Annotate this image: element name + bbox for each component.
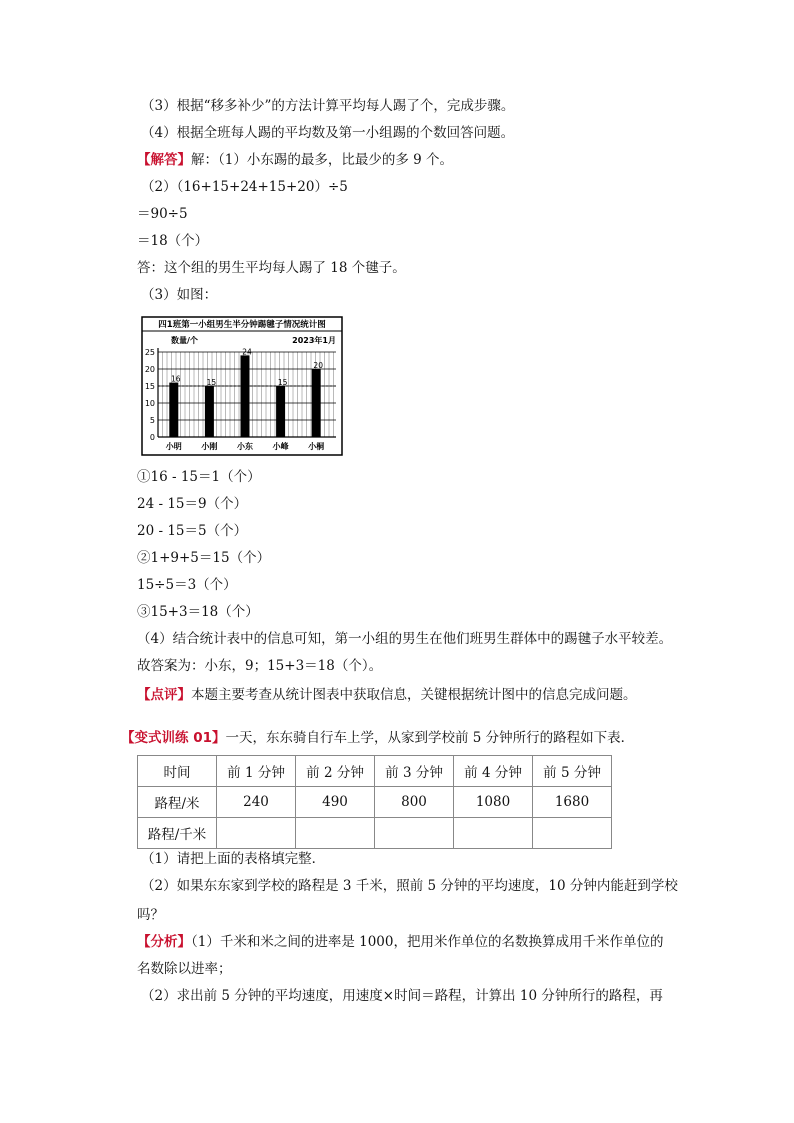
x-tick-label: 小明 bbox=[165, 442, 182, 451]
calc-line: ＝90÷5 bbox=[137, 206, 188, 222]
bar bbox=[276, 386, 285, 437]
comment-line bbox=[137, 686, 637, 704]
calc-line: 20 - 15＝5（个） bbox=[137, 523, 248, 539]
exercise-tag: 【变式训练 01】 bbox=[121, 730, 226, 746]
table-cell: 前 5 分钟 bbox=[533, 756, 612, 787]
bar bbox=[169, 383, 178, 437]
y-tick-label: 0 bbox=[149, 433, 155, 442]
table-cell bbox=[533, 818, 612, 849]
analysis-cont: 名数除以进率； bbox=[137, 961, 232, 977]
comment-tag: 【点评】 bbox=[137, 687, 191, 703]
calc-line: ＝18（个） bbox=[137, 233, 209, 249]
analysis-tag: 【分析】 bbox=[137, 934, 191, 950]
exercise-heading bbox=[121, 729, 634, 747]
table-cell: 800 bbox=[375, 787, 454, 818]
data-label: 15 bbox=[206, 378, 217, 387]
answer-step-2: （2）（16+15+24+15+20）÷5 bbox=[141, 179, 348, 195]
question-step-3: （3）根据“移多补少”的方法计算平均每人踢了个，完成步骤。 bbox=[141, 98, 515, 114]
bar-chart bbox=[141, 316, 343, 456]
answer-line bbox=[137, 151, 453, 169]
question-2: （2）如果东东家到学校的路程是 3 千米，照前 5 分钟的平均速度，10 分钟内能赶到学校 bbox=[141, 878, 678, 894]
analysis-text: （1）千米和米之间的进率是 1000，把用米作单位的名数换算成用千米作单位的 bbox=[191, 934, 664, 950]
chart-svg bbox=[141, 316, 343, 456]
calc-line: ①16 - 15＝1（个） bbox=[137, 469, 261, 485]
table-cell: 前 4 分钟 bbox=[454, 756, 533, 787]
table-cell: 路程/千米 bbox=[138, 818, 217, 849]
calc-line: ③15+3＝18（个） bbox=[137, 604, 259, 620]
table-row bbox=[138, 787, 612, 818]
x-tick-label: 小峰 bbox=[272, 442, 289, 451]
y-axis-label: 数量/个 bbox=[171, 336, 198, 345]
table-cell bbox=[375, 818, 454, 849]
final-answer: 故答案为：小东，9；15+3＝18（个）。 bbox=[137, 658, 383, 674]
data-label: 24 bbox=[242, 347, 252, 357]
y-tick-label: 10 bbox=[144, 399, 155, 408]
table-cell: 490 bbox=[296, 787, 375, 818]
table-row bbox=[138, 818, 612, 849]
x-tick-label: 小东 bbox=[237, 442, 253, 451]
y-tick-label: 20 bbox=[144, 365, 155, 374]
y-tick-label: 25 bbox=[144, 348, 155, 357]
answer-text: 解：（1）小东踢的最多，比最少的多 9 个。 bbox=[191, 152, 454, 168]
bar bbox=[312, 369, 321, 437]
table-row bbox=[138, 756, 612, 787]
answer-step-3: （3）如图： bbox=[141, 287, 218, 303]
analysis-step-2: （2）求出前 5 分钟的平均速度，用速度×时间＝路程，计算出 10 分钟所行的路程，再 bbox=[141, 988, 663, 1004]
calc-line: ②1+9+5＝15（个） bbox=[137, 550, 271, 566]
answer-tag: 【解答】 bbox=[137, 152, 191, 168]
question-1: （1）请把上面的表格填完整． bbox=[141, 851, 326, 867]
calc-line: 24 - 15＝9（个） bbox=[137, 496, 248, 512]
y-tick-label: 15 bbox=[144, 382, 155, 391]
chart-date: 2023年1月 bbox=[292, 336, 336, 345]
bar bbox=[241, 355, 250, 437]
distance-table bbox=[137, 755, 612, 849]
data-label: 20 bbox=[313, 361, 323, 370]
question-2-cont: 吗？ bbox=[137, 907, 164, 923]
data-label: 15 bbox=[277, 378, 288, 387]
exercise-text: 一天，东东骑自行车上学，从家到学校前 5 分钟所行的路程如下表． bbox=[225, 730, 635, 746]
table-cell: 1680 bbox=[533, 787, 612, 818]
data-label: 16 bbox=[171, 374, 181, 384]
table-cell: 时间 bbox=[138, 756, 217, 787]
table-cell: 前 3 分钟 bbox=[375, 756, 454, 787]
comment-text: 本题主要考查从统计图表中获取信息，关键根据统计图中的信息完成问题。 bbox=[191, 687, 637, 703]
table-cell: 240 bbox=[217, 787, 296, 818]
table-cell bbox=[217, 818, 296, 849]
x-tick-label: 小刚 bbox=[201, 442, 218, 451]
table-cell: 1080 bbox=[454, 787, 533, 818]
table-cell: 路程/米 bbox=[138, 787, 217, 818]
answer-sentence: 答：这个组的男生平均每人踢了 18 个毽子。 bbox=[137, 260, 406, 276]
table-cell: 前 2 分钟 bbox=[296, 756, 375, 787]
table-cell bbox=[454, 818, 533, 849]
bar bbox=[205, 386, 214, 437]
table-cell bbox=[296, 818, 375, 849]
answer-step-4: （4）结合统计表中的信息可知，第一小组的男生在他们班男生群体中的踢毽子水平较差。 bbox=[137, 631, 673, 647]
table-cell: 前 1 分钟 bbox=[217, 756, 296, 787]
x-tick-label: 小桐 bbox=[308, 442, 325, 451]
y-tick-label: 5 bbox=[149, 416, 155, 425]
calc-line: 15÷5＝3（个） bbox=[137, 577, 237, 593]
analysis-line bbox=[137, 933, 664, 951]
chart-title: 四1班第一小组男生半分钟踢毽子情况统计图 bbox=[158, 320, 326, 330]
question-step-4: （4）根据全班每人踢的平均数及第一小组踢的个数回答问题。 bbox=[141, 125, 515, 141]
